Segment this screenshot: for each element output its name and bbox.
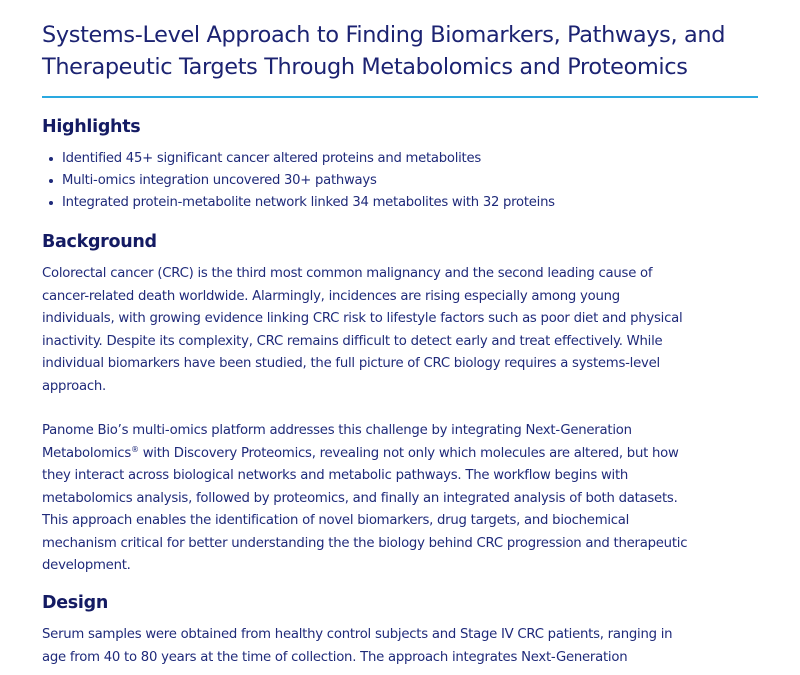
text-line: Colorectal cancer (CRC) is the third most common malignancy and the second leading cause of <box>42 266 653 281</box>
background-paragraph-2 <box>42 420 758 578</box>
bullet-icon <box>49 157 53 161</box>
title-line-1: Systems-Level Approach to Finding Biomarkers, Pathways, and <box>42 22 726 48</box>
text-line: individuals, with growing evidence linking CRC risk to lifestyle factors such as poor diet and physical <box>42 311 683 326</box>
text-line: they interact across biological networks and metabolic pathways. The workflow begins with <box>42 468 629 483</box>
background-paragraph-1 <box>42 263 758 398</box>
highlight-item <box>42 170 758 192</box>
highlight-item <box>42 192 758 214</box>
text-line: cancer-related death worldwide. Alarmingly, incidences are rising especially among young <box>42 288 620 304</box>
text-line: Serum samples were obtained from healthy control subjects and Stage IV CRC patients, ranging in <box>42 627 673 642</box>
title-line-2: Therapeutic Targets Through Metabolomics and Proteomics <box>42 54 688 80</box>
highlight-text: Identified 45+ significant cancer altered proteins and metabolites <box>62 151 481 166</box>
text-line: mechanism critical for better understanding the the biology behind CRC progression and therapeutic <box>42 535 688 551</box>
text-line: metabolomics analysis, followed by proteomics, and finally an integrated analysis of both datasets. <box>42 490 678 506</box>
bullet-icon <box>49 179 53 183</box>
metabolomics-term: Metabolomics <box>42 445 131 461</box>
background-heading: Background <box>42 232 157 252</box>
design-heading: Design <box>42 593 108 613</box>
registered-mark: ® <box>130 444 139 454</box>
text-line: This approach enables the identification of novel biomarkers, drug targets, and biochemical <box>42 513 630 528</box>
text-line: Panome Bio’s multi-omics platform addresses this challenge by integrating Next-Generation <box>42 423 632 438</box>
highlight-item <box>42 148 758 170</box>
text-line: age from 40 to 80 years at the time of collection. The approach integrates Next-Generation <box>42 649 628 665</box>
highlights-list <box>42 148 758 214</box>
title-divider <box>42 96 758 98</box>
text-line: individual biomarkers have been studied, the full picture of CRC biology requires a systems-level <box>42 356 660 371</box>
text-line: inactivity. Despite its complexity, CRC remains difficult to detect early and treat effectively. While <box>42 333 663 349</box>
page-title <box>42 19 762 83</box>
highlight-text: Multi-omics integration uncovered 30+ pathways <box>62 173 377 188</box>
highlights-heading: Highlights <box>42 117 141 137</box>
design-paragraph <box>42 624 758 669</box>
text-line: development. <box>42 558 131 573</box>
highlight-text: Integrated protein-metabolite network linked 34 metabolites with 32 proteins <box>62 195 555 210</box>
text-line: approach. <box>42 378 106 394</box>
text-fragment: with Discovery Proteomics, revealing not only which molecules are altered, but how <box>138 445 679 461</box>
text-line <box>42 443 758 466</box>
bullet-icon <box>49 201 53 205</box>
